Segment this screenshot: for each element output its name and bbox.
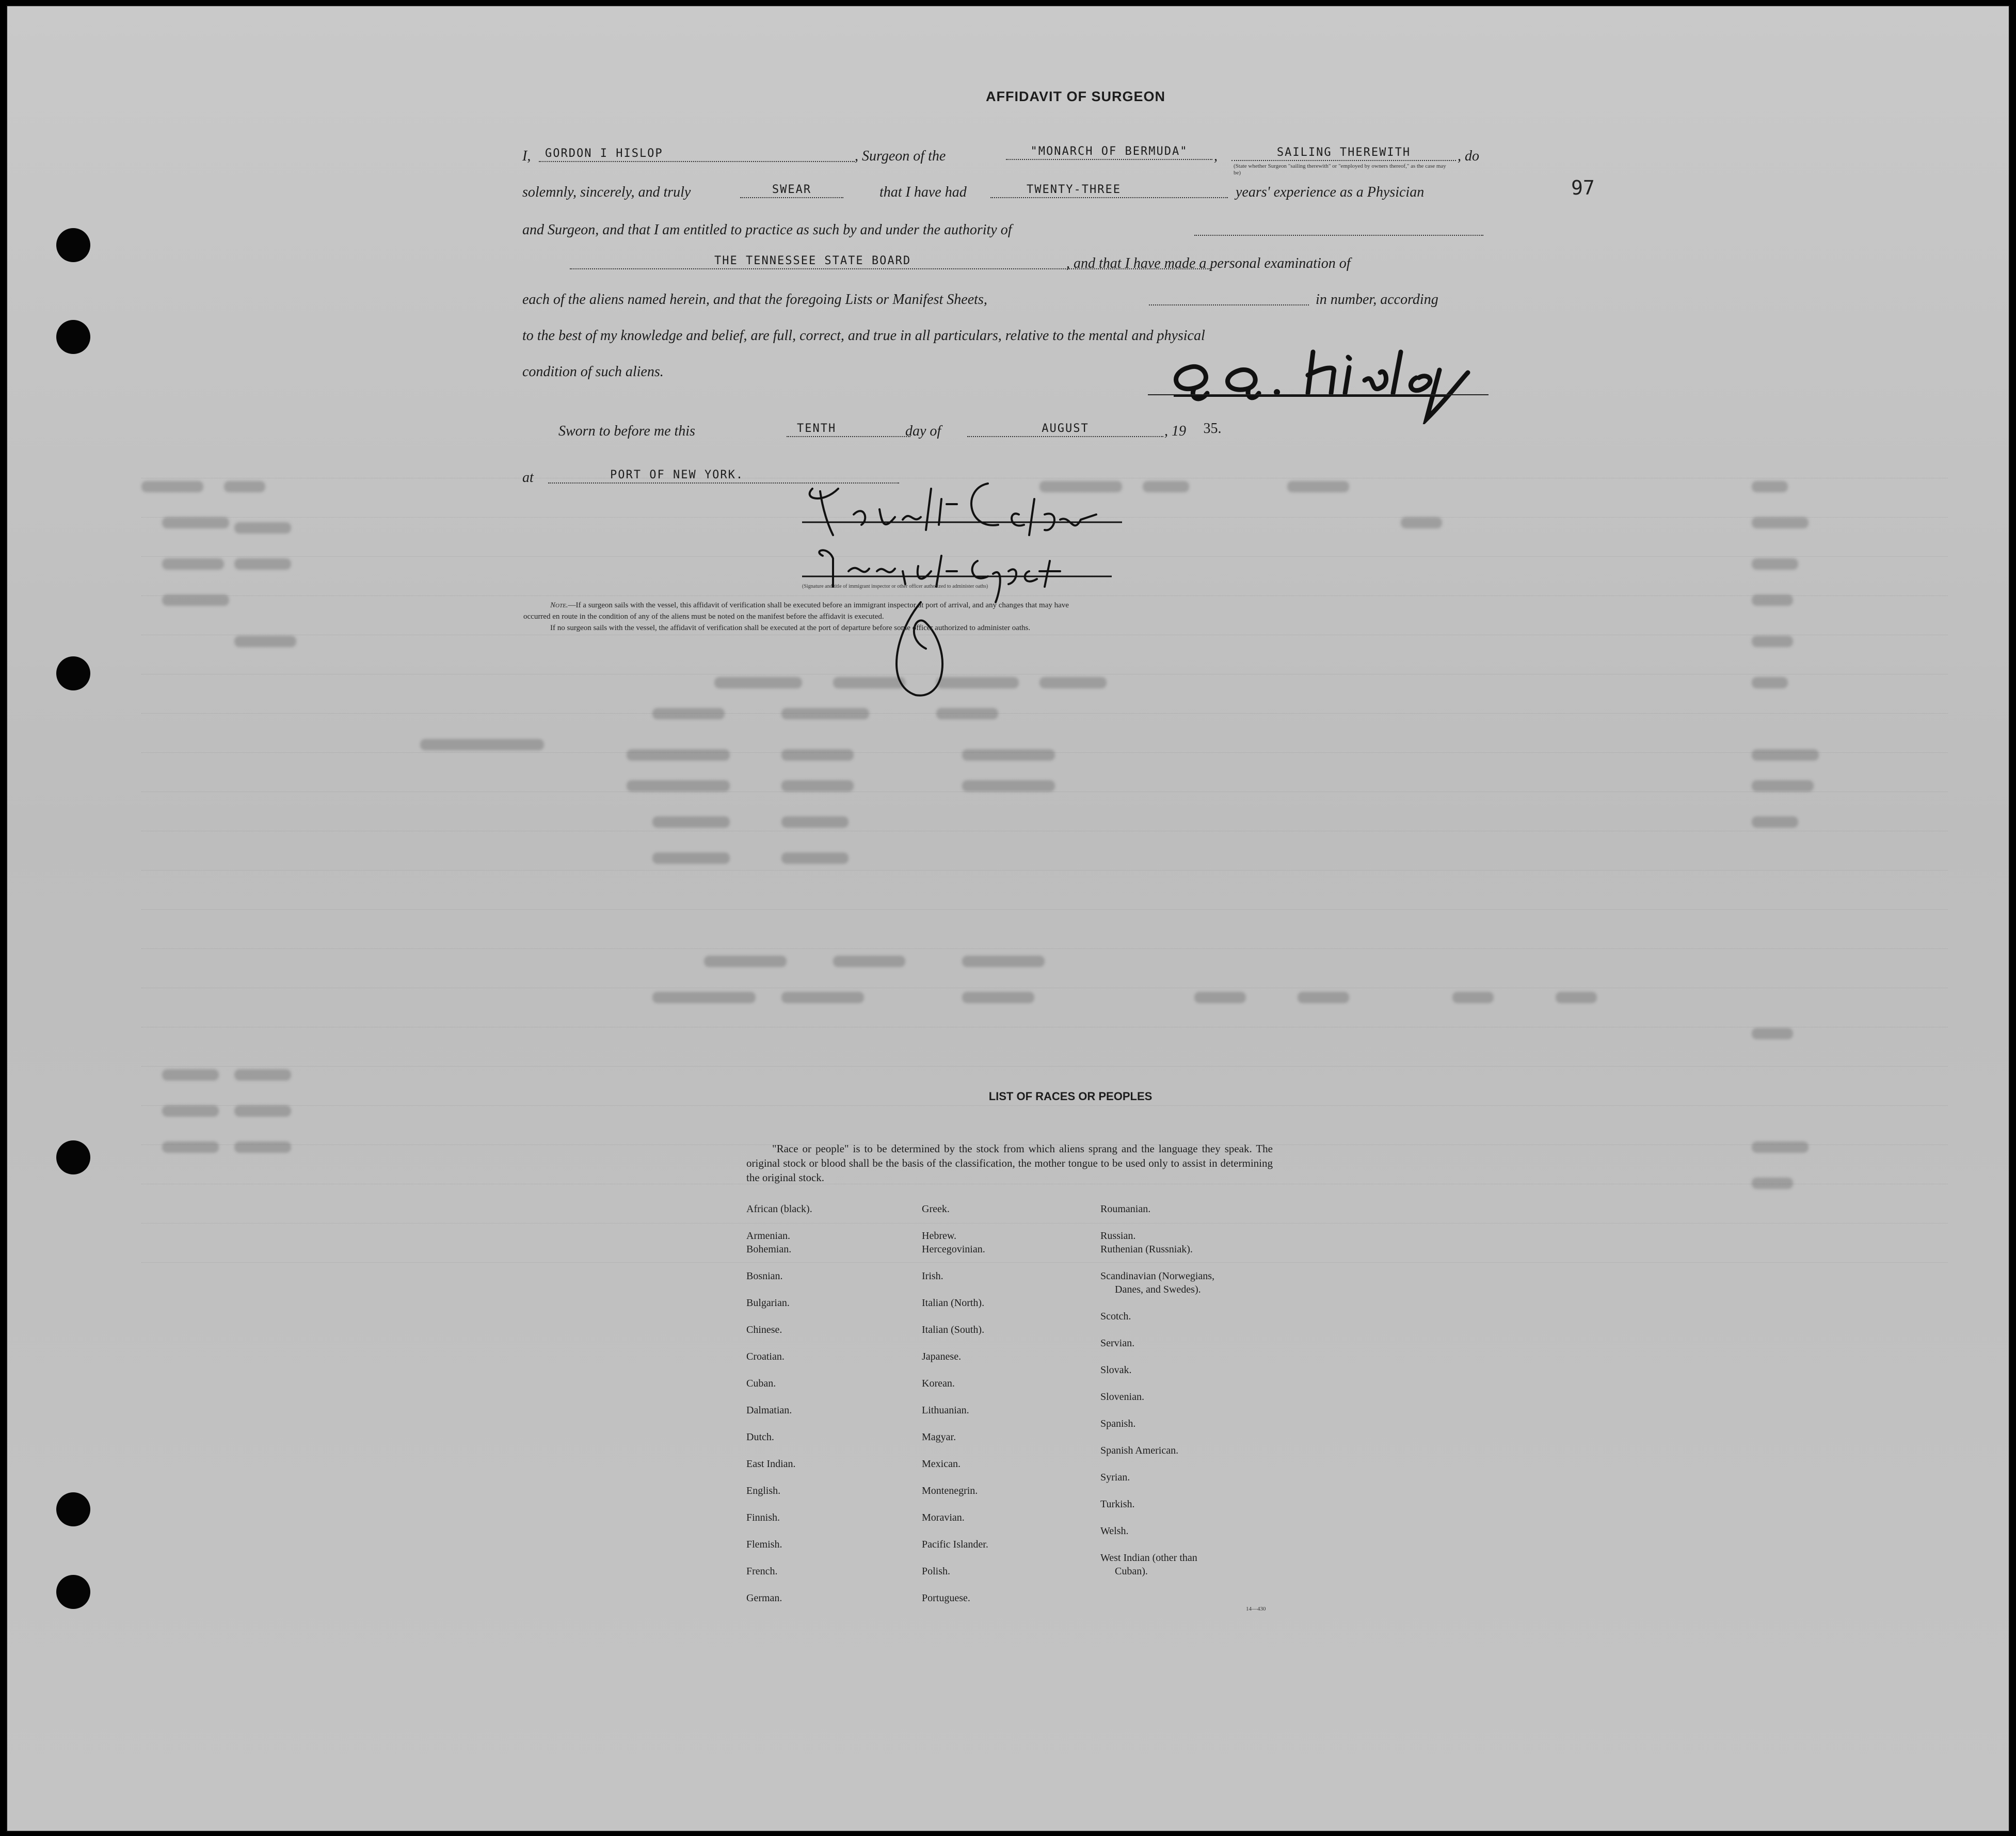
inspector-caption: (Signature and title of immigrant inspector or other officer authorized to administer oaths) xyxy=(802,584,988,589)
race-item: Slovak. xyxy=(1100,1364,1132,1376)
binder-hole xyxy=(56,1575,90,1609)
race-item: Flemish. xyxy=(746,1539,782,1550)
line7-text: condition of such aliens. xyxy=(522,364,664,380)
form-number: 14—430 xyxy=(1246,1606,1266,1612)
race-item: Welsh. xyxy=(1100,1525,1129,1537)
race-item: Slovenian. xyxy=(1100,1391,1144,1403)
races-column-3 xyxy=(1100,1202,1214,1591)
document-sheet xyxy=(6,5,2010,1832)
surgeon-signature xyxy=(1158,336,1478,424)
binder-hole xyxy=(56,320,90,354)
race-item: Cuban. xyxy=(746,1378,776,1389)
line2-mid: that I have had xyxy=(879,184,967,200)
race-item: Mexican. xyxy=(922,1458,961,1470)
races-intro xyxy=(746,1141,1273,1185)
race-item: Korean. xyxy=(922,1378,955,1389)
race-item: Bulgarian. xyxy=(746,1297,790,1309)
races-column-1 xyxy=(746,1202,812,1618)
binder-hole xyxy=(56,1140,90,1174)
ship-name-field: "MONARCH OF BERMUDA" xyxy=(1006,144,1212,160)
race-item: French. xyxy=(746,1566,778,1577)
race-item: Italian (North). xyxy=(922,1297,985,1309)
authority-blank-1 xyxy=(1194,220,1483,236)
race-item: Turkish. xyxy=(1100,1499,1135,1510)
sworn-prefix: Sworn to before me this xyxy=(558,423,695,439)
race-item: Bosnian. xyxy=(746,1270,783,1282)
at-prefix: at xyxy=(522,470,534,486)
race-item: Finnish. xyxy=(746,1512,780,1523)
sworn-mid: day of xyxy=(905,423,941,439)
races-column-2 xyxy=(922,1202,988,1618)
race-item: German. xyxy=(746,1592,782,1604)
affidavit-note-line3: If no surgeon sails with the vessel, the affidavit of verification shall be executed at the port of departure before some officer authorized to administer oaths. xyxy=(550,624,1031,632)
race-item: Ruthenian (Russniak). xyxy=(1100,1244,1193,1255)
race-item: Portuguese. xyxy=(922,1592,970,1604)
binder-hole xyxy=(56,656,90,690)
sworn-day-field: TENTH xyxy=(787,422,910,437)
oath-field: SWEAR xyxy=(740,183,843,198)
line3-text: and Surgeon, and that I am entitled to practice as such by and under the authority of xyxy=(522,222,1012,238)
race-item: Croatian. xyxy=(746,1351,785,1362)
affidavit-note-line2: occurred en route in the condition of any of the aliens must be noted on the manifest before the affidavit is executed. xyxy=(523,613,884,621)
note-line1-text: —If a surgeon sails with the vessel, this affidavit of verification shall be executed before an immigrant inspector at port of arrival, and any changes that may have xyxy=(568,601,1069,609)
note-lead: Note. xyxy=(550,601,568,609)
line6-text: to the best of my knowledge and belief, are full, correct, and true in all particulars, relative to the mental and physical xyxy=(522,328,1205,344)
race-item: Russian. xyxy=(1100,1230,1136,1242)
line5-prefix: each of the aliens named herein, and that the foregoing Lists or Manifest Sheets, xyxy=(522,292,987,308)
race-item: Pacific Islander. xyxy=(922,1539,988,1550)
surgeon-name-field: GORDON I HISLOP xyxy=(539,147,855,162)
affidavit-note-line1 xyxy=(550,600,1069,611)
surgeon-capacity-field: SAILING THEREWITH xyxy=(1231,146,1456,161)
race-item: Cuban). xyxy=(1115,1566,1148,1577)
line2-end: years' experience as a Physician xyxy=(1236,184,1425,200)
race-item: Armenian. xyxy=(746,1230,790,1242)
race-item: Montenegrin. xyxy=(922,1485,978,1496)
race-item: Roumanian. xyxy=(1100,1203,1151,1215)
years-experience-field: TWENTY-THREE xyxy=(990,183,1228,198)
race-item: Lithuanian. xyxy=(922,1405,969,1416)
race-item: Syrian. xyxy=(1100,1472,1130,1483)
race-item: West Indian (other than xyxy=(1100,1552,1197,1564)
surgeon-signature-line xyxy=(1148,394,1489,395)
race-item: Spanish. xyxy=(1100,1418,1136,1429)
race-item: Japanese. xyxy=(922,1351,962,1362)
race-item: Spanish American. xyxy=(1100,1445,1179,1456)
page-number: 97 xyxy=(1571,176,1595,199)
race-item: Moravian. xyxy=(922,1512,965,1523)
sworn-year-prefix: , 19 xyxy=(1164,423,1186,439)
line5-end: in number, according xyxy=(1316,292,1438,308)
race-item: East Indian. xyxy=(746,1458,796,1470)
race-item: Dutch. xyxy=(746,1431,774,1443)
race-item: Danes, and Swedes). xyxy=(1115,1284,1201,1295)
races-title: LIST OF RACES OR PEOPLES xyxy=(988,1090,1153,1103)
binder-hole xyxy=(56,228,90,262)
race-item: Scotch. xyxy=(1100,1311,1131,1322)
line1-prefix: I, xyxy=(522,148,531,164)
race-item: Irish. xyxy=(922,1270,943,1282)
race-item: Dalmatian. xyxy=(746,1405,792,1416)
race-item: Scandinavian (Norwegians, xyxy=(1100,1270,1215,1282)
binder-hole xyxy=(56,1492,90,1526)
race-item: African (black). xyxy=(746,1203,812,1215)
sworn-year-field: 35. xyxy=(1203,421,1222,437)
line2-prefix: solemnly, sincerely, and truly xyxy=(522,184,691,200)
race-item: Hebrew. xyxy=(922,1230,957,1242)
sheets-count-field xyxy=(1149,290,1309,305)
race-item: Magyar. xyxy=(922,1431,956,1443)
sworn-month-field: AUGUST xyxy=(967,422,1163,437)
race-item: Greek. xyxy=(922,1203,950,1215)
line1-mid: , Surgeon of the xyxy=(855,148,946,164)
affidavit-title: AFFIDAVIT OF SURGEON xyxy=(986,89,1165,104)
race-item: Hercegovinian. xyxy=(922,1244,985,1255)
capacity-hint: (State whether Surgeon "sailing therewith" or "employed by owners thereof," as the case may be) xyxy=(1234,163,1446,176)
races-intro-text: "Race or people" is to be determined by the stock from which aliens sprang and the language they speak. The original stock or blood shall be the basis of the classification, the mother tongue to be used only to assist in determining the original stock. xyxy=(746,1142,1273,1184)
race-item: Chinese. xyxy=(746,1324,782,1335)
line1-comma: , xyxy=(1214,148,1218,164)
authority-field: THE TENNESSEE STATE BOARD xyxy=(570,254,1210,269)
race-item: English. xyxy=(746,1485,781,1496)
race-item: Servian. xyxy=(1100,1338,1135,1349)
race-item: Polish. xyxy=(922,1566,951,1577)
line4-end: , and that I have made a personal examination of xyxy=(1066,255,1351,271)
at-place-field: PORT OF NEW YORK. xyxy=(548,468,899,484)
race-item: Bohemian. xyxy=(746,1244,792,1255)
line1-end: , do xyxy=(1458,148,1479,164)
race-item: Italian (South). xyxy=(922,1324,985,1335)
